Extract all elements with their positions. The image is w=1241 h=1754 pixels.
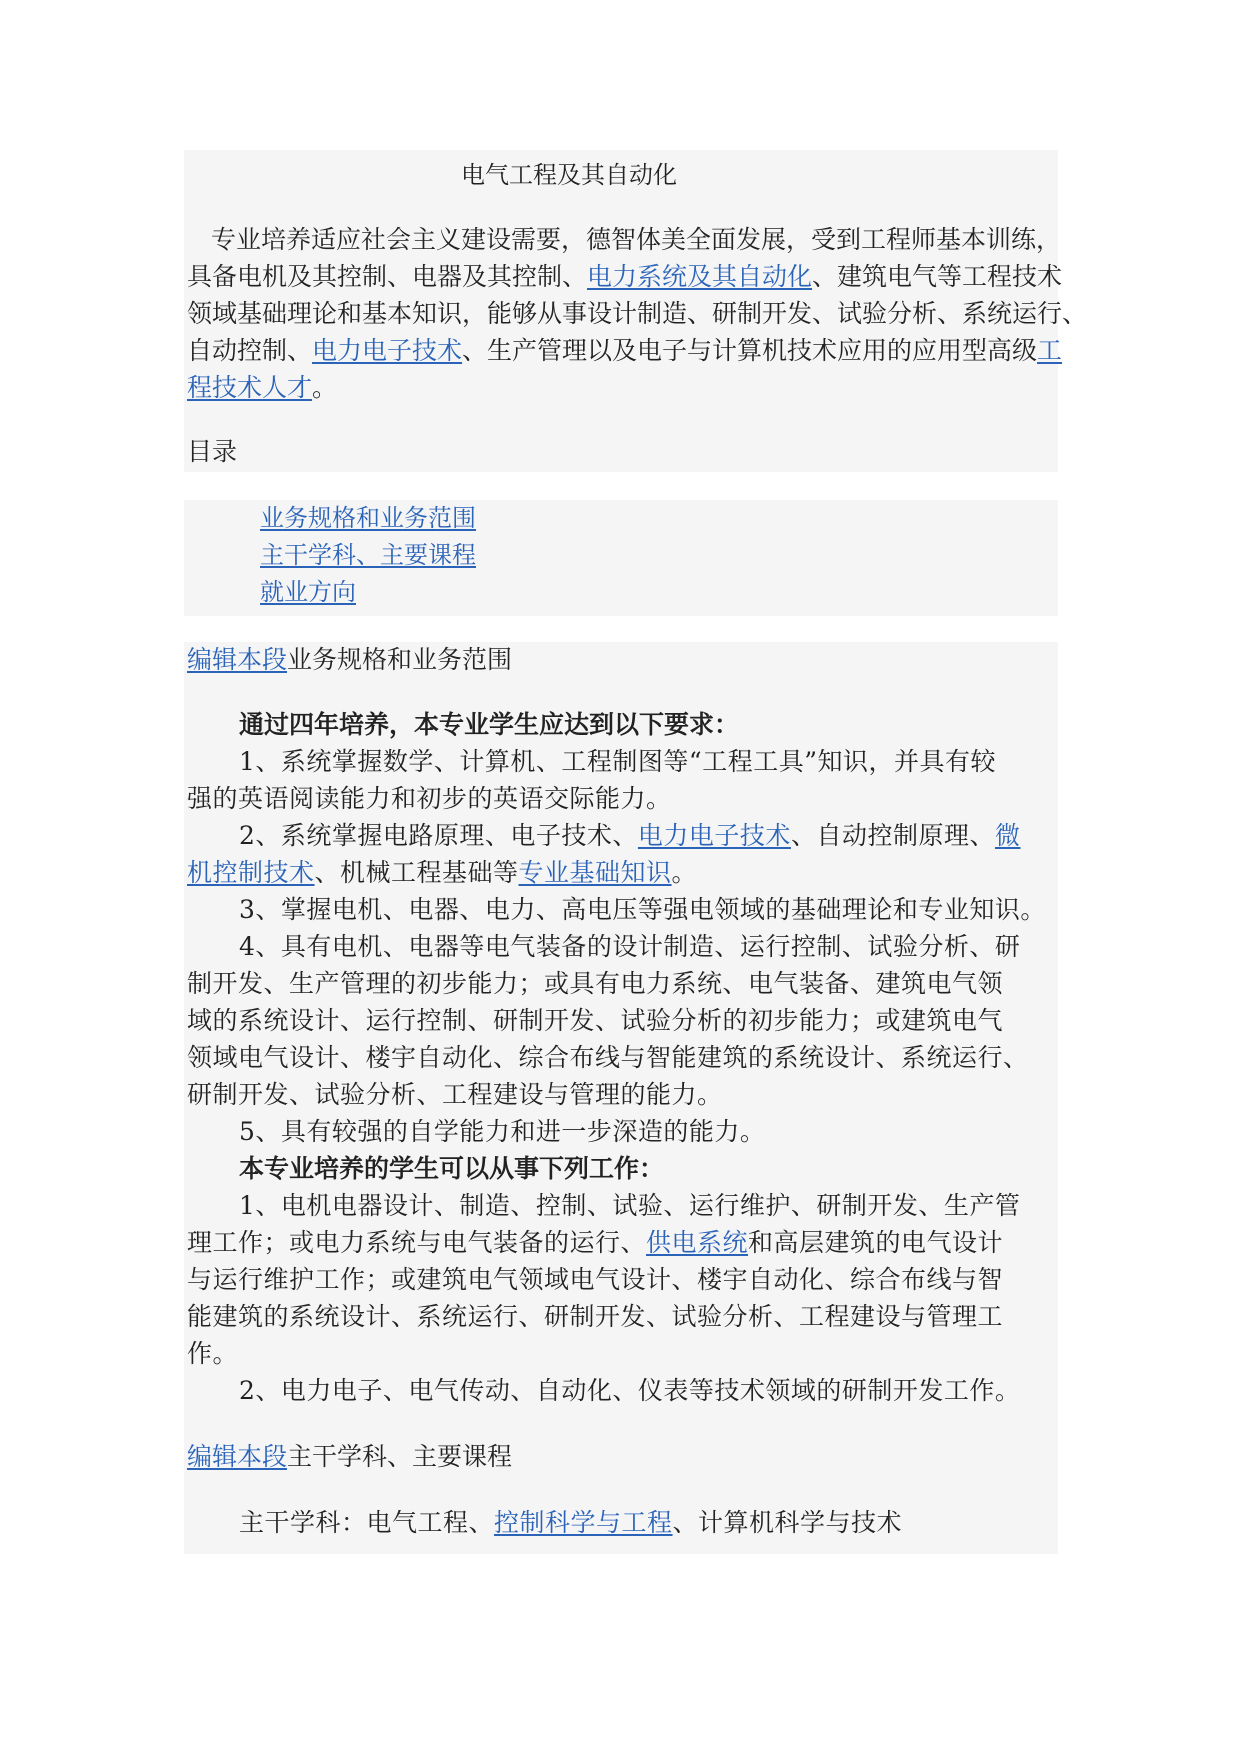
req-3: 3、掌握电机、电器、电力、高电压等强电领域的基础理论和专业知识。: [239, 895, 1046, 924]
disc-text: 主干学科：电气工程、: [239, 1508, 495, 1537]
link-power-system-automation[interactable]: 电力系统及其自动化: [587, 262, 813, 291]
link-basic-knowledge[interactable]: 专业基础知识: [518, 858, 672, 887]
intro-line-5: [187, 369, 337, 407]
req-2-line-2: [187, 854, 697, 892]
link-engineering-talent-cont[interactable]: 程技术人才: [187, 373, 313, 402]
req-4-line-3: 域的系统设计、运行控制、研制开发、试验分析的初步能力；或建筑电气: [187, 1006, 1004, 1035]
section-heading-business-scope: [187, 641, 512, 679]
section-title: 业务规格和业务范围: [287, 645, 513, 674]
link-power-electronics[interactable]: 电力电子技术: [637, 821, 791, 850]
req-1-line-1: 1、系统掌握数学、计算机、工程制图等“工程工具”知识，并具有较: [239, 747, 996, 776]
req-text: 、机械工程基础等: [314, 858, 519, 887]
work-2: 2、电力电子、电气传动、自动化、仪表等技术领域的研制开发工作。: [239, 1376, 1021, 1405]
req-text: 、自动控制原理、: [790, 821, 995, 850]
work-heading: 本专业培养的学生可以从事下列工作：: [239, 1154, 665, 1183]
toc-item-business-scope[interactable]: 业务规格和业务范围: [260, 504, 476, 532]
edit-section-link[interactable]: 编辑本段: [187, 1442, 288, 1471]
main-disciplines-line: [239, 1504, 902, 1542]
req-4-line-1: 4、具有电机、电器等电气装备的设计制造、运行控制、试验分析、研: [239, 932, 1021, 961]
toc-item-employment[interactable]: 就业方向: [260, 578, 356, 606]
link-power-supply-system[interactable]: 供电系统: [646, 1228, 749, 1257]
link-engineering-talent[interactable]: 工: [1037, 336, 1063, 365]
work-1-line-5: 作。: [187, 1339, 239, 1368]
req-4-line-5: 研制开发、试验分析、工程建设与管理的能力。: [187, 1080, 723, 1109]
edit-section-link[interactable]: 编辑本段: [187, 645, 288, 674]
work-text: 和高层建筑的电气设计: [748, 1228, 1004, 1257]
intro-line-4: [187, 332, 1062, 370]
link-power-electronics[interactable]: 电力电子技术: [312, 336, 463, 365]
section-title: 主干学科、主要课程: [287, 1442, 513, 1471]
section-heading-main-disciplines: [187, 1438, 512, 1476]
work-1-line-2: [187, 1224, 1003, 1262]
req-4-line-2: 制开发、生产管理的初步能力；或具有电力系统、电气装备、建筑电气领: [187, 969, 1004, 998]
intro-text: 、建筑电气等工程技术: [812, 262, 1063, 291]
intro-line-3: 领域基础理论和基本知识，能够从事设计制造、研制开发、试验分析、系统运行、: [187, 299, 1088, 328]
intro-text: 、生产管理以及电子与计算机技术应用的应用型高级: [462, 336, 1038, 365]
intro-text: 具备电机及其控制、电器及其控制、: [187, 262, 588, 291]
intro-line-1: 专业培养适应社会主义建设需要，德智体美全面发展，受到工程师基本训练，: [211, 225, 1062, 254]
toc-item-main-disciplines[interactable]: 主干学科、主要课程: [260, 541, 476, 569]
req-2-line-1: [239, 817, 1020, 855]
req-1-line-2: 强的英语阅读能力和初步的英语交际能力。: [187, 784, 672, 813]
req-text: 。: [671, 858, 698, 887]
requirements-heading: 通过四年培养，本专业学生应达到以下要求：: [239, 710, 740, 739]
intro-line-2: [187, 258, 1062, 296]
link-microcomputer-control[interactable]: 微: [994, 821, 1021, 850]
link-control-science[interactable]: 控制科学与工程: [494, 1508, 673, 1537]
req-4-line-4: 领域电气设计、楼宇自动化、综合布线与智能建筑的系统设计、系统运行、: [187, 1043, 1029, 1072]
work-1-line-3: 与运行维护工作；或建筑电气领域电气设计、楼宇自动化、综合布线与智: [187, 1265, 1004, 1294]
req-5: 5、具有较强的自学能力和进一步深造的能力。: [239, 1117, 766, 1146]
page-title: 电气工程及其自动化: [461, 161, 677, 189]
intro-text: 。: [312, 373, 338, 402]
disc-text: 、计算机科学与技术: [672, 1508, 903, 1537]
work-1-line-1: 1、电机电器设计、制造、控制、试验、运行维护、研制开发、生产管: [239, 1191, 1021, 1220]
work-1-line-4: 能建筑的系统设计、系统运行、研制开发、试验分析、工程建设与管理工: [187, 1302, 1004, 1331]
work-text: 理工作；或电力系统与电气装备的运行、: [187, 1228, 647, 1257]
toc-heading: 目录: [187, 437, 238, 466]
link-microcomputer-control-cont[interactable]: 机控制技术: [187, 858, 315, 887]
intro-text: 自动控制、: [187, 336, 313, 365]
req-text: 2、系统掌握电路原理、电子技术、: [239, 821, 638, 850]
